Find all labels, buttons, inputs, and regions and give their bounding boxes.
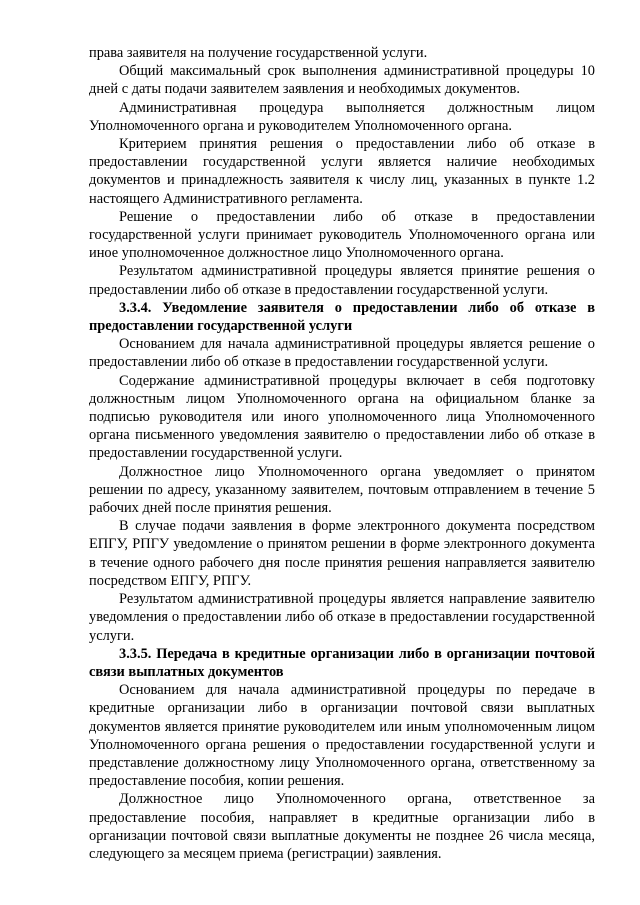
paragraph-postal-notification: Должностное лицо Уполномоченного органа уведомляет о принятом решении по адресу, указанному заявителем, почтовым отправлением в течение 5 рабочих дней после принятия решения. — [89, 463, 595, 517]
paragraph-notification-result: Результатом административной процедуры является направление заявителю уведомления о предоставлении либо об отказе в предоставлении государственной услуги. — [89, 591, 595, 644]
paragraph-max-duration: Общий максимальный срок выполнения административной процедуры 10 дней с даты подачи заявителем заявления и необходимых документов. — [89, 63, 595, 98]
paragraph-electronic-notification: В случае подачи заявления в форме электронного документа посредством ЕПГУ, РПГУ уведомление о принятом решении в форме электронного документа в течение одного рабочего дня после принятия решения направляется заявителю посредством ЕПГУ, РПГУ. — [89, 518, 595, 589]
document-page — [89, 44, 595, 863]
paragraph-notification-basis: Основанием для начала административной процедуры является решение о предоставлении либо об отказе в предоставлении государственной услуги. — [89, 336, 595, 371]
paragraph-decision-maker: Решение о предоставлении либо об отказе в предоставлении государственной услуги принимает руководитель Уполномоченного органа или иное уполномоченное должностное лицо Уполномоченного органа. — [89, 208, 595, 262]
paragraph-decision-criteria: Критерием принятия решения о предоставлении либо об отказе в предоставлении государственной услуги является наличие необходимых документов и принадлежность заявителя к числу лиц, указанных в пункте 1.2 настоящего Административного регламента. — [89, 136, 595, 207]
section-heading-3-3-5: 3.3.5. Передача в кредитные организации либо в организации почтовой связи выплатных документов — [89, 645, 595, 680]
paragraph-continuation: права заявителя на получение государственной услуги. — [89, 45, 428, 61]
paragraph-performers: Административная процедура выполняется должностным лицом Уполномоченного органа и руководителем Уполномоченного органа. — [89, 99, 595, 134]
paragraph-transfer-basis: Основанием для начала административной процедуры по передаче в кредитные организации либо в организации почтовой связи выплатных документов является принятие руководителем или иным уполномоченным лицом Уполномоченного органа решения о предоставлении государственной услуги и представление должностному лицу Уполномоченного органа, ответственному за предоставление пособия, копии решения. — [89, 682, 595, 790]
paragraph-procedure-result: Результатом административной процедуры является принятие решения о предоставлении либо об отказе в предоставлении государственной услуги. — [89, 263, 595, 298]
section-heading-3-3-4: 3.3.4. Уведомление заявителя о предоставлении либо об отказе в предоставлении государственной услуги — [89, 299, 595, 335]
paragraph-transfer-deadline: Должностное лицо Уполномоченного органа, ответственное за предоставление пособия, направляет в кредитные организации либо в организации почтовой связи выплатные документы не позднее 26 числа месяца, следующего за месяцем приема (регистрации) заявления. — [89, 791, 595, 862]
paragraph-notification-content: Содержание административной процедуры включает в себя подготовку должностным лицом Уполномоченного органа на официальном бланке за подписью руководителя или иного уполномоченного лица Уполномоченного органа письменного уведомления заявителю о предоставлении либо об отказе в предоставлении государственной услуги. — [89, 372, 595, 462]
